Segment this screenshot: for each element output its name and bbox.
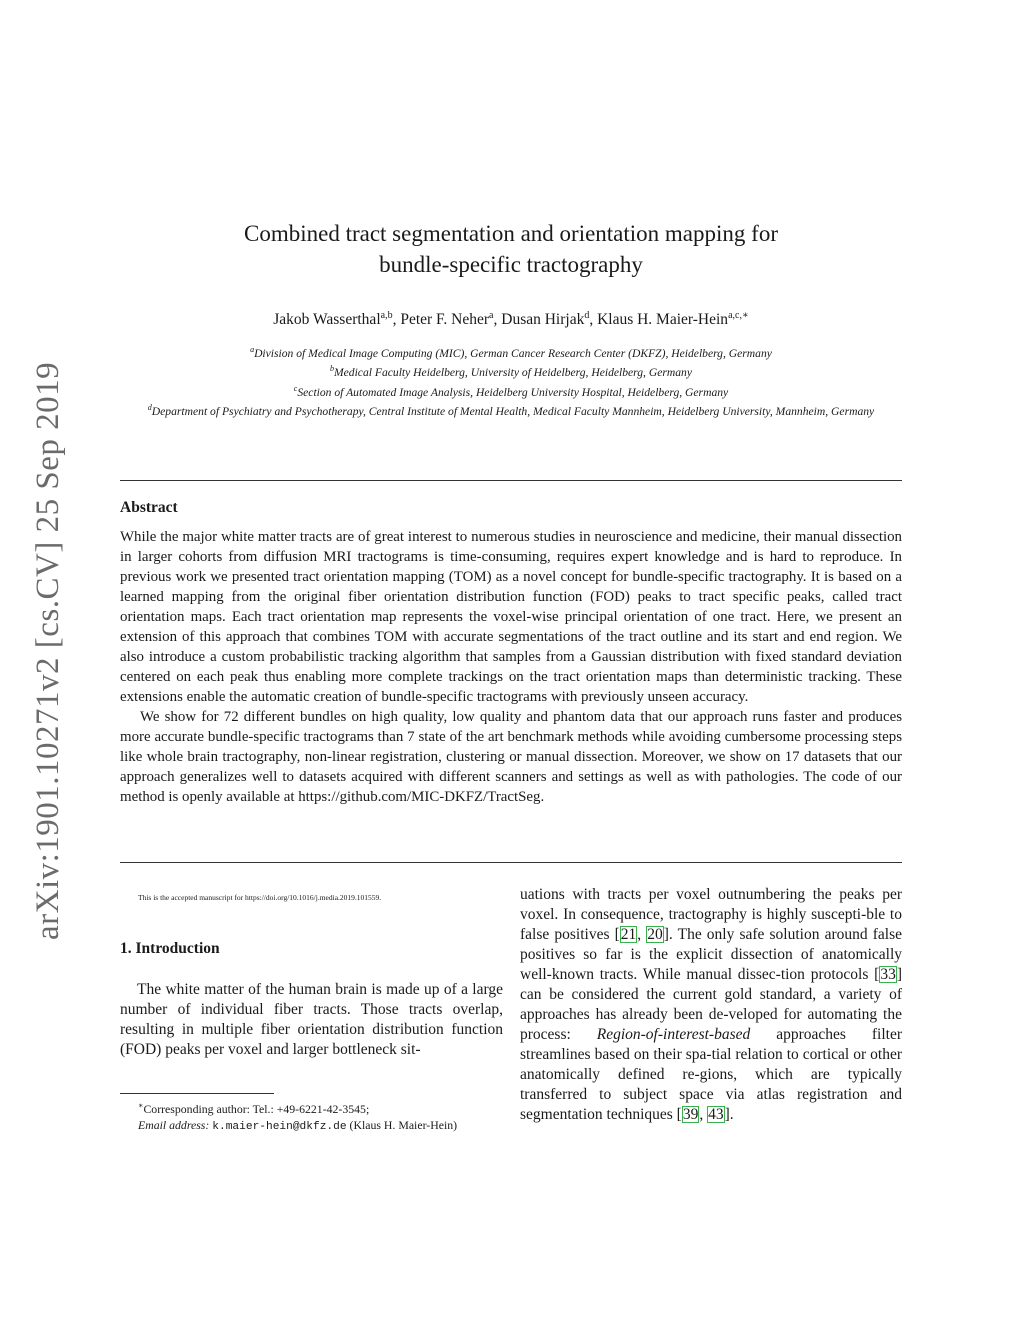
author: Dusan Hirjak$^d$, <box>501 310 598 329</box>
citation-link-33[interactable]: 33 <box>880 966 896 983</box>
abstract-body <box>120 527 902 807</box>
title-line-1: Combined tract segmentation and orientation mapping for <box>244 221 778 246</box>
affiliation: $^c$Section of Automated Image Analysis, Heidelberg University Hospital, Heidelberg, Germany <box>293 383 729 399</box>
affiliation: $^d$Department of Psychiatry and Psychotherapy, Central Institute of Mental Health, Medical Faculty Mannheim, Heidelberg University, Mannheim, Germany <box>147 403 875 419</box>
abstract-bottom-rule <box>120 862 902 863</box>
affiliation: $^b$Medical Faculty Heidelberg, University of Heidelberg, Heidelberg, Germany <box>329 364 692 380</box>
email-address[interactable]: k.maier-hein@dkfz.de <box>212 1120 347 1133</box>
author-list <box>120 306 902 330</box>
abstract-top-rule <box>120 480 902 481</box>
arxiv-side-stamp: arXiv:1901.10271v2 [cs.CV] 25 Sep 2019 <box>30 361 66 940</box>
author: Peter F. Neher$^a$, <box>400 310 502 329</box>
email-line: Email address: k.maier-hein@dkfz.de (Klaus H. Maier-Hein) <box>138 1117 458 1133</box>
affiliations <box>118 342 904 420</box>
author: Jakob Wasserthal$^{a,b}$, <box>273 310 401 329</box>
paper-title <box>120 218 902 280</box>
intro-continued-paragraph: uations with tracts per voxel outnumbering the peaks per voxel. In consequence, tractography is highly suscepti-ble to false positives [21, 20]. The only safe solution around false positives so far is the explicit dissection of anatomically well-known tracts. While manual dissec-tion protocols [33] can be considered the current gold standard, a variety of approaches has already been de-veloped for automating the process: Region-of-interest-based approaches filter streamlines based on their spa-tial relation to cortical or other anatomically defined re-gions, which are typically transferred to subject space via atlas registration and segmentation techniques [39, 43]. <box>520 886 902 1123</box>
title-line-2: bundle-specific tractography <box>379 252 643 277</box>
manuscript-note: This is the accepted manuscript for https://doi.org/10.1016/j.media.2019.101559. <box>138 893 382 902</box>
corresponding-author-line: ∗Corresponding author: Tel.: +49-6221-42-3545; <box>138 1101 370 1116</box>
section-heading-introduction: 1. Introduction <box>120 940 220 957</box>
citation-link-39[interactable]: 39 <box>682 1106 699 1123</box>
footnote-rule <box>120 1093 274 1094</box>
citation-link-20[interactable]: 20 <box>647 926 663 943</box>
abstract-paragraph-1: While the major white matter tracts are of great interest to numerous studies in neuroscience and medicine, their manual dissection in larger cohorts from diffusion MRI tractograms is time-consuming, requires expert knowledge and is hard to reproduce. In previous work we presented tract orientation mapping (TOM) as a novel concept for bundle-specific tractography. It is based on a learned mapping from the original fiber orientation distribution function (FOD) peaks to tract specific peaks, called tract orientation maps. Each tract orientation map represents the voxel-wise principal orientation of one tract. Here, we present an extension of this approach that combines TOM with accurate segmentations of the tract outline and its start and end region. We also introduce a custom probabilistic tracking algorithm that samples from a Gaussian distribution with fixed standard deviation centered on each peak thus enabling more complete trackings on the tract orientation maps than deterministic tracking. These extensions enable the automatic creation of bundle-specific tractograms with previously unseen accuracy. <box>120 529 902 705</box>
affiliation: $^a$Division of Medical Image Computing (MIC), German Cancer Research Center (DKFZ), Heidelberg, Germany <box>250 345 772 360</box>
citation-link-43[interactable]: 43 <box>708 1106 724 1123</box>
abstract-paragraph-2: We show for 72 different bundles on high quality, low quality and phantom data that our approach runs faster and produces more accurate bundle-specific tractograms than 7 state of the art benchmark methods while avoiding cumbersome processing steps like whole brain tractography, non-linear registration, clustering or manual dissection. Moreover, we show on 17 datasets that our approach generalizes well to datasets acquired with different scanners and settings as well as with pathologies. The code of our method is openly available at https://github.com/MIC-DKFZ/TractSeg. <box>120 709 902 805</box>
footnote <box>120 1098 503 1135</box>
citation-link-21[interactable]: 21 <box>620 926 637 943</box>
abstract-heading: Abstract <box>120 499 178 516</box>
intro-right-column <box>520 885 902 1125</box>
intro-left-column <box>120 980 503 1060</box>
intro-paragraph: The white matter of the human brain is made up of a large number of individual fiber tracts. Those tracts overlap, resulting in multiple fiber orientation distribution function (FOD) peaks per voxel and larger bottleneck sit- <box>120 981 503 1058</box>
author: Klaus H. Maier-Hein$^{a,c,∗}$ <box>597 310 749 329</box>
